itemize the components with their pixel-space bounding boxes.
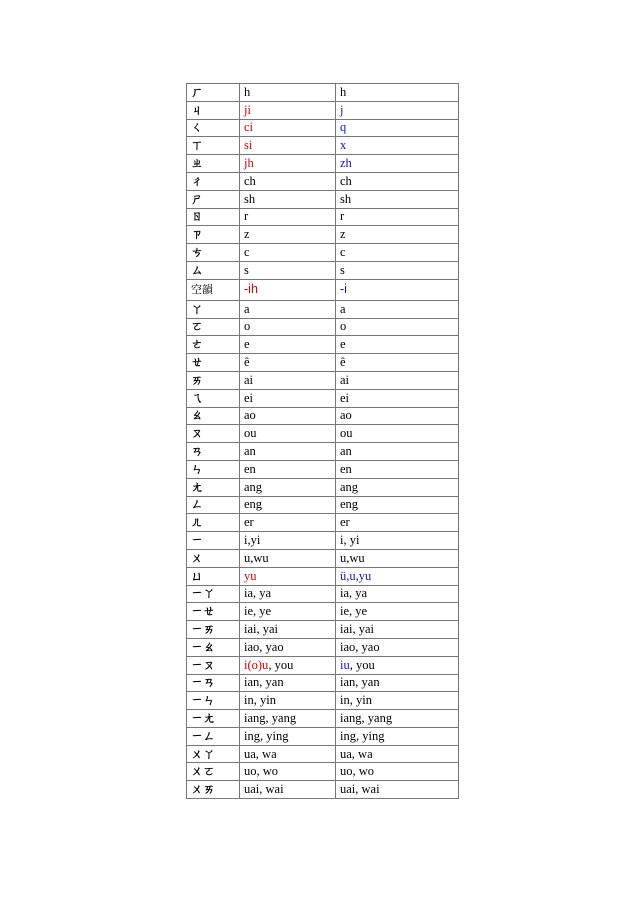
table-row — [187, 478, 459, 496]
pinyin-text: a — [340, 301, 346, 316]
zhuyin-cell: ㄕ — [187, 190, 240, 208]
tongyong-pinyin-cell — [240, 389, 336, 407]
zhuyin-cell: ㄨ — [187, 549, 240, 567]
table-row — [187, 226, 459, 244]
zhuyin-cell: ㄚ — [187, 300, 240, 318]
table-row — [187, 781, 459, 799]
zhuyin-cell: ㄏ — [187, 84, 240, 102]
pinyin-text: ê — [244, 355, 250, 370]
zhuyin-cell: ㄑ — [187, 119, 240, 137]
zhuyin-cell: ㄨㄛ — [187, 763, 240, 781]
pinyin-text: ci — [244, 120, 254, 135]
pinyin-text: , you — [268, 657, 294, 672]
pinyin-text: iu — [340, 657, 350, 672]
pinyin-text: , you — [349, 657, 375, 672]
pinyin-text: a — [244, 301, 250, 316]
pinyin-text: i,yi — [244, 533, 261, 548]
tongyong-pinyin-cell — [240, 781, 336, 799]
zhuyin-cell: ㄖ — [187, 208, 240, 226]
tongyong-pinyin-cell — [240, 496, 336, 514]
hanyu-pinyin-cell — [336, 585, 459, 603]
table-row — [187, 621, 459, 639]
pinyin-text: ing, ying — [340, 728, 385, 743]
tongyong-pinyin-cell — [240, 710, 336, 728]
tongyong-pinyin-cell — [240, 190, 336, 208]
table-row — [187, 407, 459, 425]
pinyin-text: s — [340, 262, 345, 277]
hanyu-pinyin-cell — [336, 549, 459, 567]
zhuyin-cell: ㄧㄞ — [187, 621, 240, 639]
table-row — [187, 567, 459, 585]
table-row — [187, 279, 459, 300]
pinyin-text: r — [340, 209, 345, 224]
pinyin-text: ji — [244, 102, 251, 117]
pinyin-text: iai, yai — [244, 622, 279, 636]
hanyu-pinyin-cell — [336, 478, 459, 496]
zhuyin-cell: ㄧ — [187, 532, 240, 550]
pinyin-text: ua, wa — [340, 746, 373, 761]
pinyin-text: uo, wo — [244, 764, 279, 779]
table-row — [187, 745, 459, 763]
pinyin-text: ao — [244, 408, 256, 423]
hanyu-pinyin-cell — [336, 727, 459, 745]
hanyu-pinyin-cell — [336, 567, 459, 585]
tongyong-pinyin-cell — [240, 532, 336, 550]
zhuyin-cell: ㄨㄞ — [187, 781, 240, 799]
hanyu-pinyin-cell — [336, 745, 459, 763]
zhuyin-cell: ㄧㄢ — [187, 674, 240, 692]
zhuyin-cell: ㄥ — [187, 496, 240, 514]
pinyin-text: jh — [244, 156, 254, 171]
tongyong-pinyin-cell — [240, 745, 336, 763]
hanyu-pinyin-cell — [336, 425, 459, 443]
pinyin-text: z — [244, 227, 250, 242]
hanyu-pinyin-cell — [336, 603, 459, 621]
pinyin-text: i, yi — [340, 533, 360, 548]
zhuyin-cell: ㄜ — [187, 336, 240, 354]
zhuyin-cell: ㄛ — [187, 318, 240, 336]
tongyong-pinyin-cell — [240, 208, 336, 226]
zhuyin-cell: ㄦ — [187, 514, 240, 532]
tongyong-pinyin-cell — [240, 763, 336, 781]
tongyong-pinyin-cell — [240, 318, 336, 336]
pinyin-text: ia, ya — [244, 586, 272, 601]
table-row — [187, 514, 459, 532]
hanyu-pinyin-cell — [336, 692, 459, 710]
hanyu-pinyin-cell — [336, 244, 459, 262]
pinyin-text: ang — [340, 479, 359, 494]
pinyin-text: iai, yai — [340, 622, 375, 636]
hanyu-pinyin-cell — [336, 300, 459, 318]
table-row — [187, 336, 459, 354]
pinyin-text: r — [244, 209, 249, 224]
zhuyin-cell: ㄧㄥ — [187, 727, 240, 745]
table-row — [187, 763, 459, 781]
pinyin-text: iao, yao — [244, 639, 284, 654]
pinyin-text: eng — [340, 497, 359, 512]
tongyong-pinyin-cell — [240, 155, 336, 173]
tongyong-pinyin-cell — [240, 279, 336, 300]
zhuyin-cell: ㄒ — [187, 137, 240, 155]
zhuyin-cell: ㄡ — [187, 425, 240, 443]
tongyong-pinyin-cell — [240, 603, 336, 621]
table-row — [187, 300, 459, 318]
pinyin-text: ei — [340, 390, 350, 405]
pinyin-text: c — [244, 245, 250, 260]
hanyu-pinyin-cell — [336, 496, 459, 514]
table-row — [187, 208, 459, 226]
pinyin-text: uo, wo — [340, 764, 375, 779]
hanyu-pinyin-cell — [336, 261, 459, 279]
pinyin-text: ian, yan — [340, 675, 380, 690]
zhuyin-cell: ㄓ — [187, 155, 240, 173]
tongyong-pinyin-cell — [240, 585, 336, 603]
pinyin-text: ian, yan — [244, 675, 284, 690]
zhuyin-cell: ㄙ — [187, 261, 240, 279]
pinyin-text: j — [340, 102, 344, 117]
tongyong-pinyin-cell — [240, 727, 336, 745]
hanyu-pinyin-cell — [336, 389, 459, 407]
pinyin-text: -ih — [244, 282, 258, 297]
tongyong-pinyin-cell — [240, 460, 336, 478]
tongyong-pinyin-cell — [240, 674, 336, 692]
hanyu-pinyin-cell — [336, 371, 459, 389]
pinyin-text: z — [340, 227, 346, 242]
tongyong-pinyin-cell — [240, 84, 336, 102]
pinyin-text: in, yin — [244, 693, 276, 708]
pinyin-text: sh — [244, 191, 256, 206]
tongyong-pinyin-cell — [240, 478, 336, 496]
zhuyin-cell: ㄤ — [187, 478, 240, 496]
zhuyin-cell: ㄧㄡ — [187, 656, 240, 674]
hanyu-pinyin-cell — [336, 763, 459, 781]
table-row — [187, 710, 459, 728]
hanyu-pinyin-cell — [336, 354, 459, 372]
zhuyin-cell: ㄗ — [187, 226, 240, 244]
pinyin-text: ü,u,yu — [340, 568, 372, 583]
hanyu-pinyin-cell — [336, 190, 459, 208]
tongyong-pinyin-cell — [240, 336, 336, 354]
tongyong-pinyin-cell — [240, 300, 336, 318]
pinyin-text: yu — [244, 568, 257, 583]
table-row — [187, 354, 459, 372]
hanyu-pinyin-cell — [336, 532, 459, 550]
pinyin-text: ie, ye — [244, 604, 272, 619]
pinyin-text: -i — [340, 282, 347, 297]
pinyin-text: q — [340, 120, 347, 135]
tongyong-pinyin-cell — [240, 137, 336, 155]
table-row — [187, 389, 459, 407]
pinyin-text: h — [244, 84, 251, 99]
zhuyin-cell: ㄐ — [187, 101, 240, 119]
pinyin-text: uai, wai — [340, 782, 380, 797]
table-row — [187, 137, 459, 155]
pinyin-text: zh — [340, 156, 352, 171]
pinyin-text: ua, wa — [244, 746, 277, 761]
zhuyin-cell: ㄔ — [187, 172, 240, 190]
phonetic-table — [186, 83, 459, 799]
table-row — [187, 496, 459, 514]
table-row — [187, 371, 459, 389]
tongyong-pinyin-cell — [240, 514, 336, 532]
pinyin-text: ai — [340, 372, 350, 387]
pinyin-text: s — [244, 262, 249, 277]
table-row — [187, 190, 459, 208]
pinyin-text: er — [244, 515, 254, 530]
pinyin-text: an — [244, 444, 256, 459]
zhuyin-cell: ㄧㄤ — [187, 710, 240, 728]
tongyong-pinyin-cell — [240, 638, 336, 656]
hanyu-pinyin-cell — [336, 172, 459, 190]
hanyu-pinyin-cell — [336, 460, 459, 478]
pinyin-text: si — [244, 138, 253, 153]
tongyong-pinyin-cell — [240, 425, 336, 443]
pinyin-text: ia, ya — [340, 586, 368, 601]
zhuyin-cell: ㄧㄠ — [187, 638, 240, 656]
zhuyin-cell: 空韻 — [187, 279, 240, 300]
hanyu-pinyin-cell — [336, 656, 459, 674]
zhuyin-cell: ㄧㄝ — [187, 603, 240, 621]
pinyin-text: iao, yao — [340, 639, 380, 654]
pinyin-text: o — [340, 319, 347, 334]
pinyin-text: en — [244, 461, 256, 476]
pinyin-text: e — [244, 337, 250, 352]
hanyu-pinyin-cell — [336, 279, 459, 300]
pinyin-text: in, yin — [340, 693, 372, 708]
pinyin-text: i(o)u — [244, 657, 269, 672]
tongyong-pinyin-cell — [240, 407, 336, 425]
table-row — [187, 119, 459, 137]
table-row — [187, 443, 459, 461]
zhuyin-cell: ㄩ — [187, 567, 240, 585]
pinyin-text: er — [340, 515, 350, 530]
tongyong-pinyin-cell — [240, 261, 336, 279]
hanyu-pinyin-cell — [336, 638, 459, 656]
pinyin-text: iang, yang — [340, 710, 393, 725]
table-row — [187, 155, 459, 173]
table-row — [187, 692, 459, 710]
tongyong-pinyin-cell — [240, 443, 336, 461]
zhuyin-cell: ㄨㄚ — [187, 745, 240, 763]
pinyin-text: eng — [244, 497, 263, 512]
table-row — [187, 638, 459, 656]
tongyong-pinyin-cell — [240, 354, 336, 372]
hanyu-pinyin-cell — [336, 674, 459, 692]
pinyin-text: c — [340, 245, 346, 260]
pinyin-text: ou — [244, 426, 257, 441]
pinyin-text: an — [340, 444, 352, 459]
table-row — [187, 425, 459, 443]
zhuyin-cell: ㄞ — [187, 371, 240, 389]
pinyin-text: e — [340, 337, 346, 352]
hanyu-pinyin-cell — [336, 514, 459, 532]
zhuyin-cell: ㄧㄚ — [187, 585, 240, 603]
tongyong-pinyin-cell — [240, 101, 336, 119]
pinyin-text: ch — [340, 173, 352, 188]
pinyin-text: ie, ye — [340, 604, 368, 619]
table-row — [187, 244, 459, 262]
zhuyin-cell: ㄟ — [187, 389, 240, 407]
pinyin-text: uai, wai — [244, 782, 284, 797]
pinyin-text: ei — [244, 390, 254, 405]
pinyin-text: o — [244, 319, 251, 334]
zhuyin-cell: ㄧㄣ — [187, 692, 240, 710]
hanyu-pinyin-cell — [336, 226, 459, 244]
hanyu-pinyin-cell — [336, 119, 459, 137]
pinyin-text: u,wu — [340, 550, 365, 565]
table-row — [187, 101, 459, 119]
phonetic-table-body — [187, 84, 459, 799]
hanyu-pinyin-cell — [336, 443, 459, 461]
pinyin-text: ê — [340, 355, 346, 370]
table-row — [187, 318, 459, 336]
hanyu-pinyin-cell — [336, 318, 459, 336]
zhuyin-cell: ㄘ — [187, 244, 240, 262]
pinyin-text: u,wu — [244, 550, 269, 565]
zhuyin-cell: ㄠ — [187, 407, 240, 425]
hanyu-pinyin-cell — [336, 621, 459, 639]
tongyong-pinyin-cell — [240, 244, 336, 262]
pinyin-text: iang, yang — [244, 710, 297, 725]
table-row — [187, 532, 459, 550]
table-row — [187, 549, 459, 567]
table-row — [187, 261, 459, 279]
pinyin-text: ch — [244, 173, 256, 188]
tongyong-pinyin-cell — [240, 549, 336, 567]
hanyu-pinyin-cell — [336, 781, 459, 799]
pinyin-text: ang — [244, 479, 263, 494]
table-row — [187, 674, 459, 692]
pinyin-text: sh — [340, 191, 352, 206]
hanyu-pinyin-cell — [336, 710, 459, 728]
tongyong-pinyin-cell — [240, 226, 336, 244]
hanyu-pinyin-cell — [336, 336, 459, 354]
tongyong-pinyin-cell — [240, 172, 336, 190]
table-row — [187, 84, 459, 102]
table-row — [187, 172, 459, 190]
hanyu-pinyin-cell — [336, 84, 459, 102]
table-row — [187, 656, 459, 674]
tongyong-pinyin-cell — [240, 692, 336, 710]
hanyu-pinyin-cell — [336, 208, 459, 226]
hanyu-pinyin-cell — [336, 101, 459, 119]
pinyin-text: h — [340, 84, 347, 99]
pinyin-text: ao — [340, 408, 352, 423]
tongyong-pinyin-cell — [240, 621, 336, 639]
hanyu-pinyin-cell — [336, 407, 459, 425]
table-row — [187, 585, 459, 603]
table-row — [187, 460, 459, 478]
pinyin-text: ai — [244, 372, 254, 387]
zhuyin-cell: ㄢ — [187, 443, 240, 461]
table-row — [187, 727, 459, 745]
pinyin-text: en — [340, 461, 352, 476]
tongyong-pinyin-cell — [240, 371, 336, 389]
pinyin-text: ou — [340, 426, 353, 441]
pinyin-text: ing, ying — [244, 728, 289, 743]
zhuyin-cell: ㄝ — [187, 354, 240, 372]
hanyu-pinyin-cell — [336, 137, 459, 155]
zhuyin-cell: ㄣ — [187, 460, 240, 478]
tongyong-pinyin-cell — [240, 656, 336, 674]
tongyong-pinyin-cell — [240, 119, 336, 137]
pinyin-text: x — [340, 138, 347, 153]
tongyong-pinyin-cell — [240, 567, 336, 585]
hanyu-pinyin-cell — [336, 155, 459, 173]
table-row — [187, 603, 459, 621]
